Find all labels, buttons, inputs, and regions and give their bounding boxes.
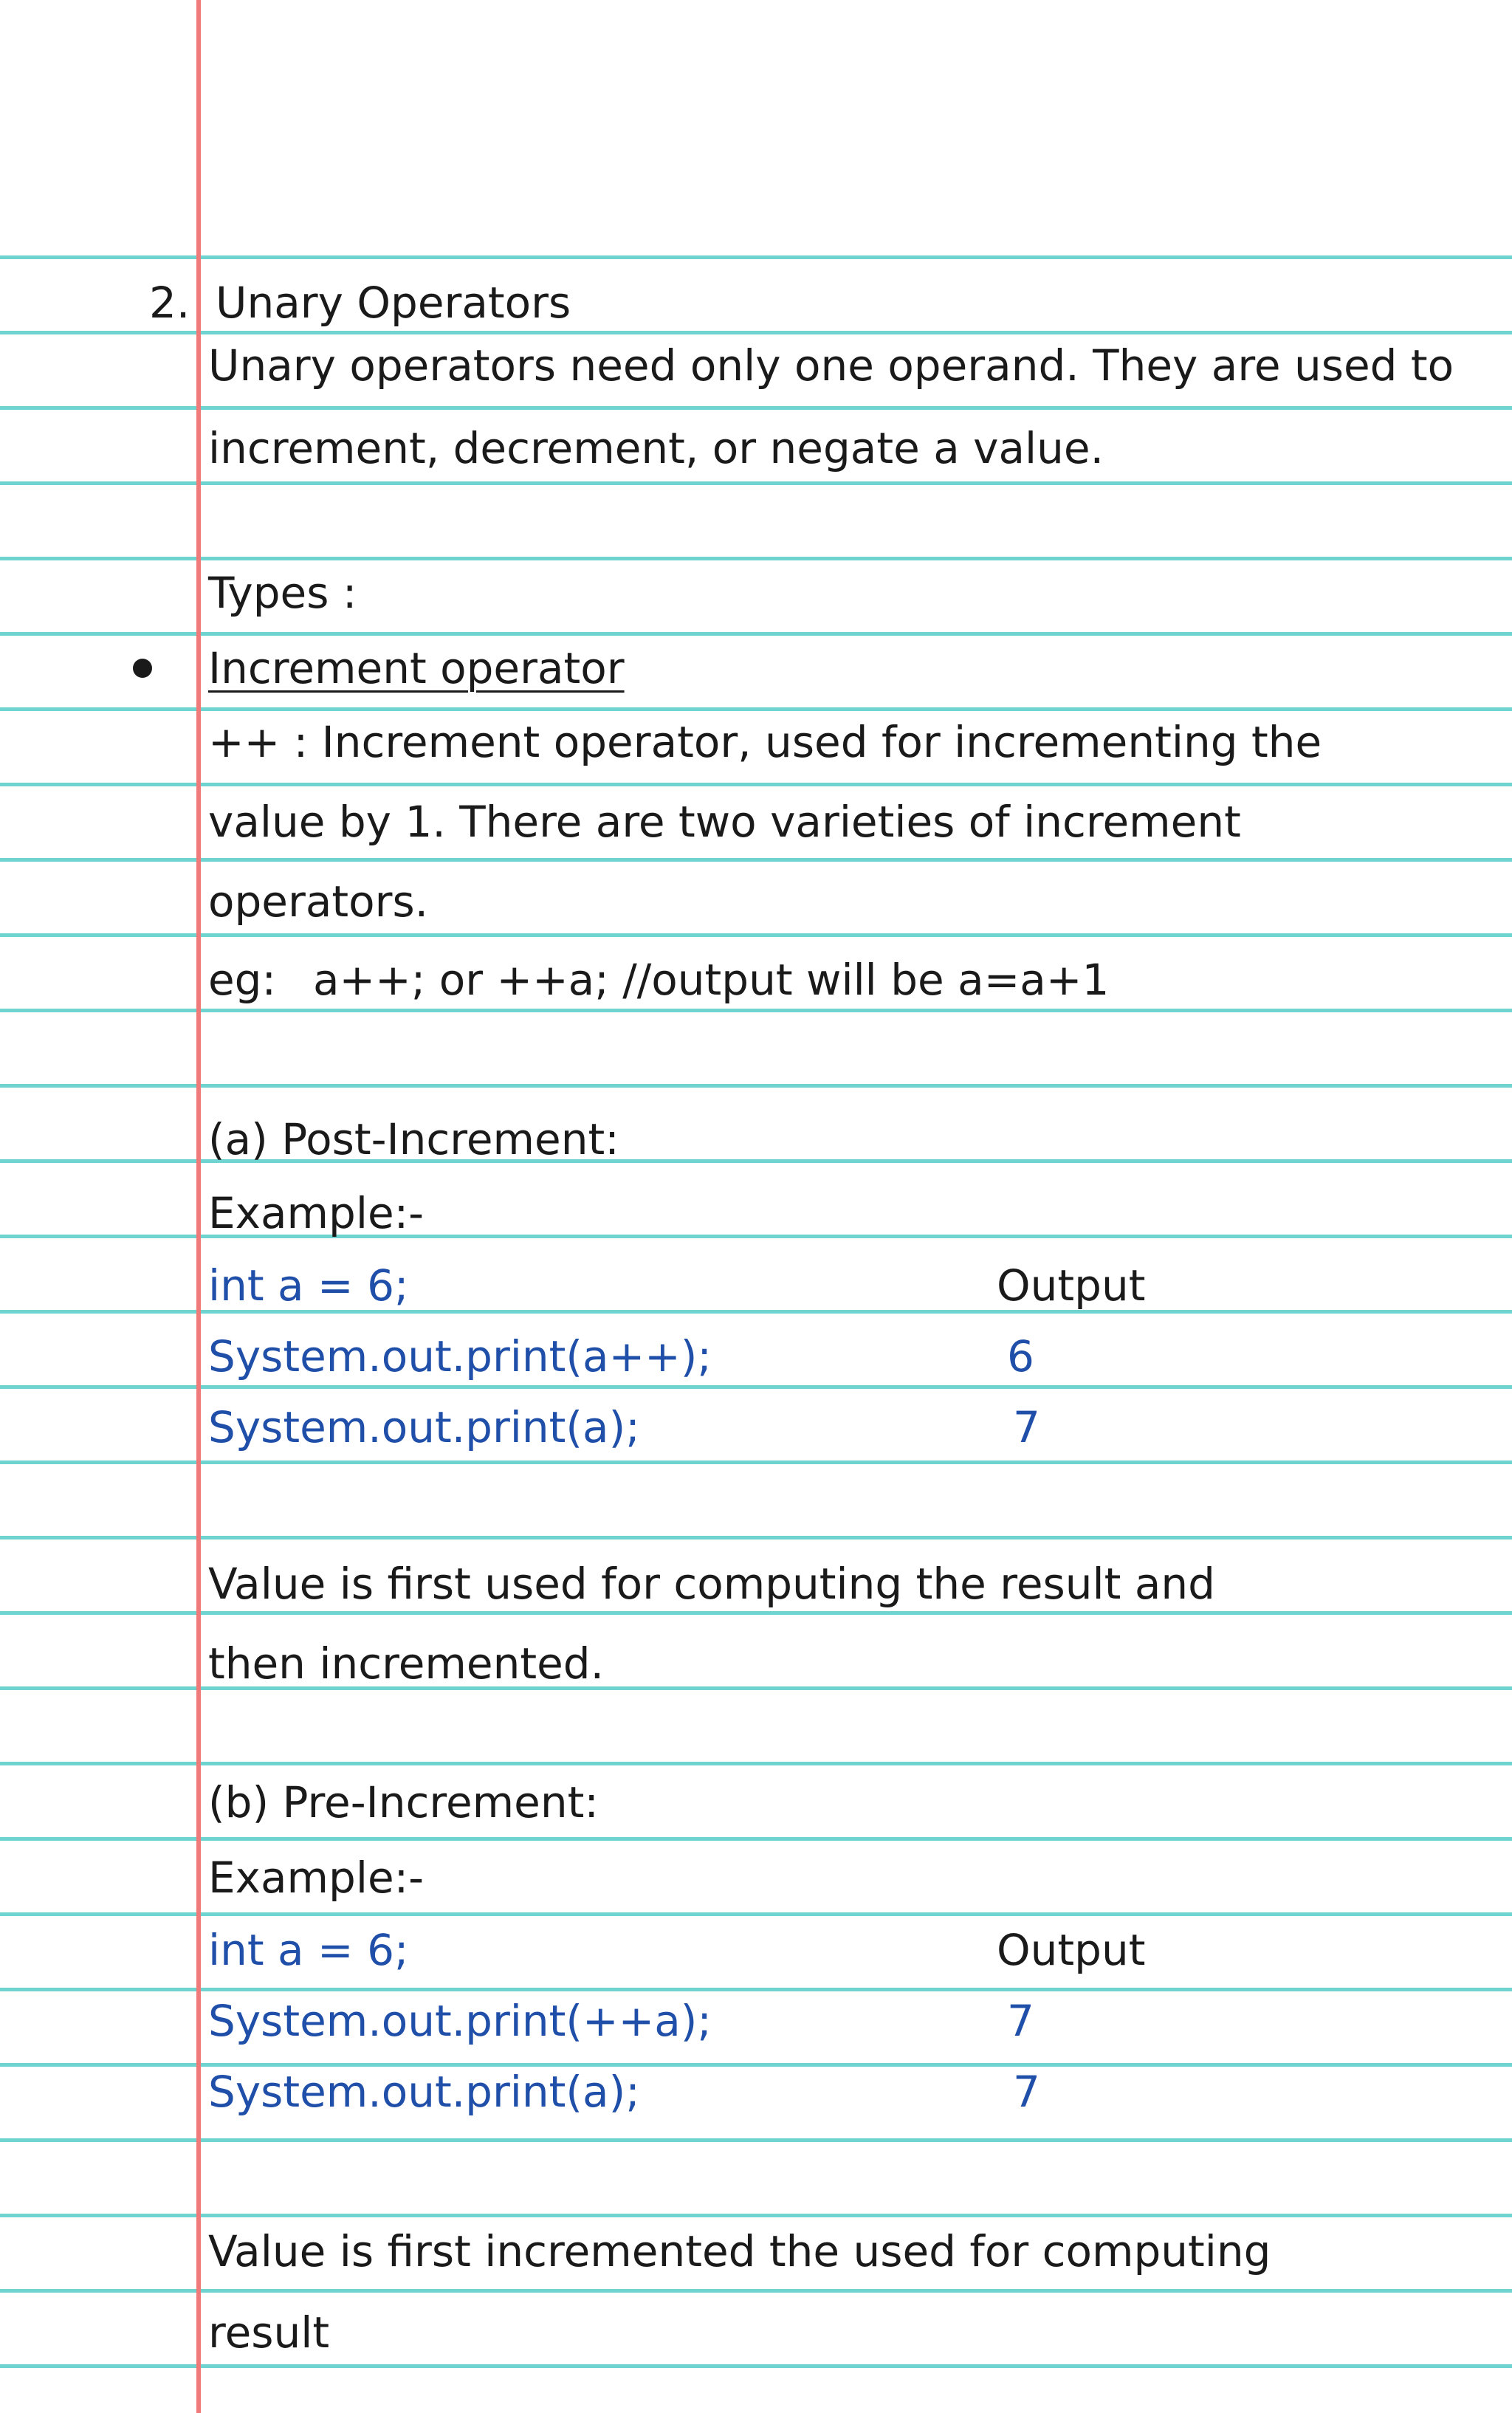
pre-code-line-3: System.out.print(a); <box>208 2067 640 2117</box>
rule-line <box>0 2214 1512 2217</box>
rule-line <box>0 858 1512 862</box>
post-code-line-2: System.out.print(a++); <box>208 1331 712 1381</box>
example-prefix: eg: <box>208 955 277 1005</box>
heading-title: Unary Operators <box>216 278 571 328</box>
rule-line <box>0 1385 1512 1389</box>
rule-line <box>0 557 1512 560</box>
rule-line <box>0 331 1512 334</box>
pre-code-line-2: System.out.print(++a); <box>208 1996 712 2046</box>
rule-line <box>0 1611 1512 1615</box>
pre-explanation-1: Value is first incremented the used for computing <box>208 2226 1271 2276</box>
bullet-icon <box>133 659 152 678</box>
pre-code-line-1: int a = 6; <box>208 1925 409 1975</box>
pre-output-1: 7 <box>1007 1996 1034 2046</box>
rule-line <box>0 1084 1512 1088</box>
increment-desc-3: operators. <box>208 876 429 927</box>
rule-line <box>0 707 1512 711</box>
rule-line <box>0 1460 1512 1464</box>
post-code-line-1: int a = 6; <box>208 1260 409 1311</box>
rule-line <box>0 2138 1512 2142</box>
pre-explanation-2: result <box>208 2307 330 2358</box>
post-explanation-1: Value is first used for computing the result and <box>208 1559 1215 1609</box>
post-output-1: 6 <box>1007 1331 1034 1381</box>
rule-line <box>0 255 1512 259</box>
rule-line <box>0 2364 1512 2368</box>
rule-line <box>0 1988 1512 1991</box>
rule-line <box>0 2289 1512 2293</box>
rule-line <box>0 1762 1512 1765</box>
post-output-label: Output <box>997 1260 1146 1311</box>
increment-desc-2: value by 1. There are two varieties of increment <box>208 797 1241 847</box>
margin-line <box>196 0 201 2413</box>
rule-line <box>0 1009 1512 1012</box>
pre-output-2: 7 <box>1013 2067 1040 2117</box>
pre-output-label: Output <box>997 1925 1146 1975</box>
increment-desc-1: ++ : Increment operator, used for incrementing the <box>208 717 1322 767</box>
intro-line-1: Unary operators need only one operand. They are used to <box>208 340 1454 391</box>
rule-line <box>0 1837 1512 1841</box>
rule-line <box>0 481 1512 485</box>
heading-number: 2. <box>149 278 190 328</box>
rule-line <box>0 783 1512 786</box>
pre-example-label: Example:- <box>208 1853 425 1903</box>
post-increment-title: (a) Post-Increment: <box>208 1114 619 1164</box>
post-example-label: Example:- <box>208 1188 425 1238</box>
post-code-line-3: System.out.print(a); <box>208 1402 640 1452</box>
types-label: Types : <box>208 568 357 618</box>
post-explanation-2: then incremented. <box>208 1638 605 1689</box>
rule-line <box>0 1912 1512 1916</box>
rule-line <box>0 406 1512 410</box>
rule-line <box>0 632 1512 636</box>
example-code: a++; or ++a; //output will be a=a+1 <box>313 955 1110 1005</box>
post-output-2: 7 <box>1013 1402 1040 1452</box>
pre-increment-title: (b) Pre-Increment: <box>208 1777 599 1827</box>
increment-title: Increment operator <box>208 643 625 693</box>
rule-line <box>0 933 1512 937</box>
intro-line-2: increment, decrement, or negate a value. <box>208 423 1104 473</box>
rule-line <box>0 1536 1512 1540</box>
